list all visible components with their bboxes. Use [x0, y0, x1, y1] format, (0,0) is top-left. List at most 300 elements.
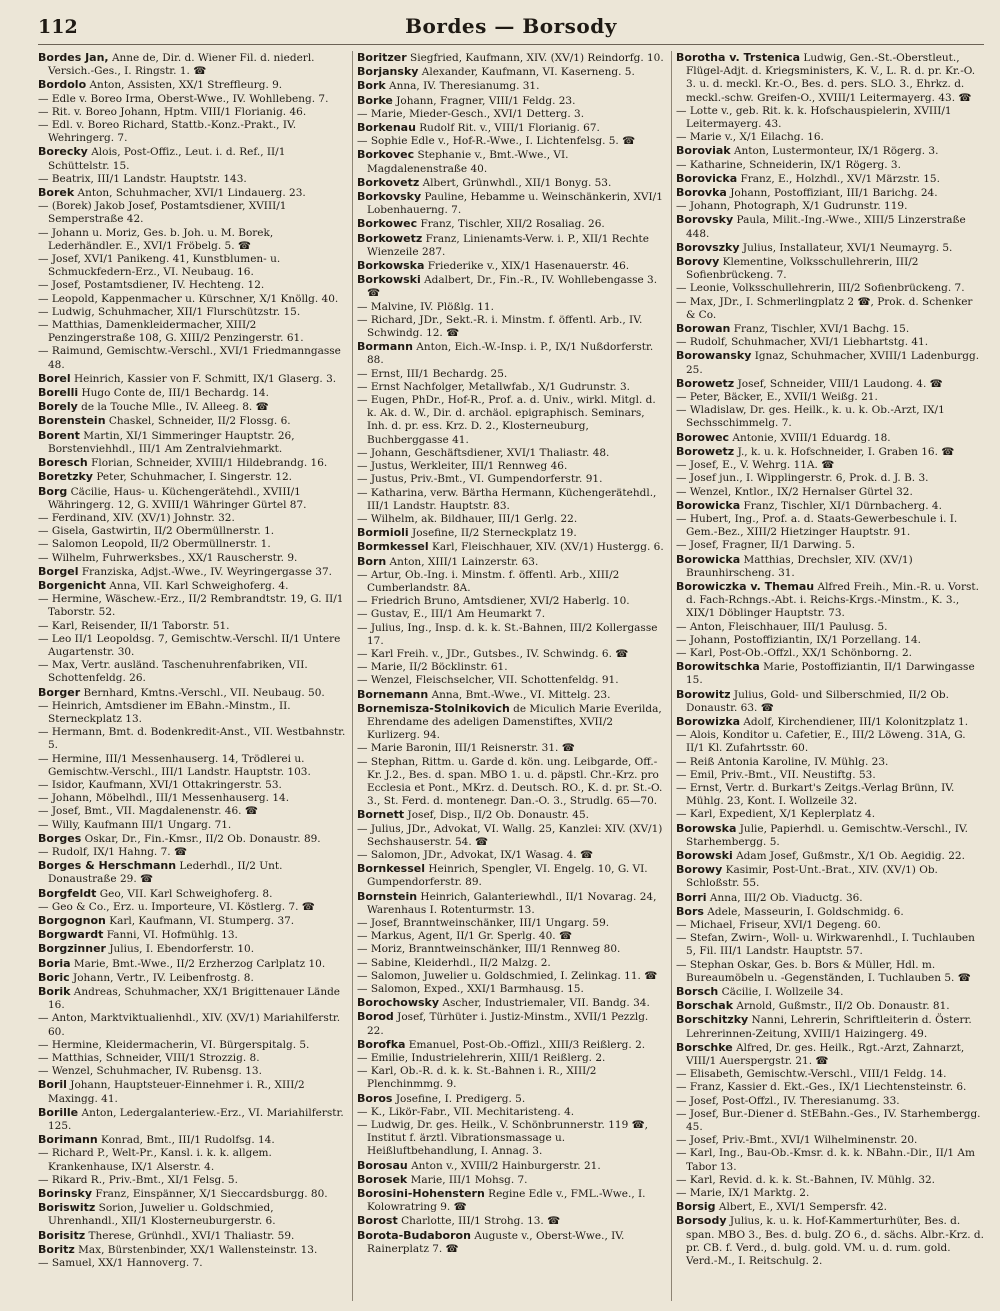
directory-entry: [676, 1081, 984, 1094]
entry-text: Anton, Eich.-W.-Insp. i. P., IX/1 Nußdorferstr. 88.: [367, 341, 654, 367]
directory-entry: [38, 686, 346, 700]
entry-text: — Josef, Post-Offzl., IV. Theresianumg. 33.: [676, 1094, 900, 1107]
directory-entry: [357, 259, 665, 273]
entry-name: Borkowski: [357, 273, 421, 287]
directory-entry: [38, 1052, 346, 1065]
entry-columns: [38, 51, 984, 1301]
directory-entry: [676, 186, 984, 200]
entry-text: — Josef jun., I. Wipplingerstr. 6, Prok. d. J. B. 3.: [676, 472, 929, 485]
directory-entry: [676, 1134, 984, 1147]
directory-entry: [676, 1214, 984, 1268]
entry-text: — Justus, Werkleiter, III/1 Rennweg 46.: [357, 460, 568, 473]
directory-entry: [38, 957, 346, 971]
entry-name: Borkowska: [357, 259, 425, 273]
directory-entry: [38, 186, 346, 200]
directory-entry: [676, 172, 984, 186]
entry-text: — Hermann, Bmt. d. Bodenkredit-Anst., VII. Westbahnstr. 5.: [38, 726, 346, 752]
directory-entry: [357, 608, 665, 621]
directory-entry: [676, 144, 984, 158]
directory-entry: [38, 901, 346, 914]
entry-name: Borowiczka v. Themau: [676, 579, 815, 593]
entry-text: — Josef, Priv.-Bmt., XVI/1 Wilhelminenstr. 20.: [676, 1134, 918, 1147]
directory-entry: [357, 1214, 665, 1228]
entry-text: — Josef, Bmt., VII. Magdalenenstr. 46. ☎: [38, 805, 258, 818]
entry-name: Borovicka: [676, 171, 738, 185]
directory-entry: [357, 108, 665, 121]
entry-text: — Wenzel, Schuhmacher, IV. Rubensg. 13.: [38, 1065, 262, 1078]
directory-entry: [676, 1187, 984, 1200]
directory-entry: [676, 1174, 984, 1187]
directory-entry: [676, 131, 984, 144]
entry-text: Nanni, Lehrerin, Schriftleiterin d. Österr. Lehrerinnen-Zeitung, XVIII/1 Haizingerg. 49.: [686, 1014, 972, 1040]
entry-name: Boria: [38, 956, 71, 970]
directory-entry: [357, 190, 665, 217]
entry-text: — Hermine, Wäschew.-Erz., II/2 Rembrandtstr. 19, G. II/1 Taborstr. 52.: [38, 593, 344, 619]
directory-entry: [38, 942, 346, 956]
directory-entry: [38, 386, 346, 400]
entry-text: Julie, Papierhdl. u. Gemischtw.-Verschl., IV. Starhembergg. 5.: [686, 822, 968, 848]
entry-name: Boroviak: [676, 144, 731, 158]
entry-text: — Ludwig, Schuhmacher, XII/1 Flurschützstr. 15.: [38, 305, 301, 318]
entry-name: Bormann: [357, 340, 413, 354]
entry-text: Peter, Schuhmacher, I. Singerstr. 12.: [96, 471, 293, 484]
entry-text: Julius, Gold- und Silberschmied, II/2 Ob. Donaustr. 63. ☎: [686, 688, 949, 714]
entry-text: — Ferdinand, XIV. (XV/1) Johnstr. 32.: [38, 511, 235, 524]
directory-entry: [38, 456, 346, 470]
entry-text: — Max, Vertr. ausländ. Taschenuhrenfabriken, VII. Schottenfeldg. 26.: [38, 659, 308, 685]
entry-text: Karl, Kaufmann, VI. Stumperg. 37.: [109, 915, 295, 927]
entry-text: Martin, XI/1 Simmeringer Hauptstr. 26, Borstenviehhdl., III/1 Am Zentralviehmarkt.: [48, 429, 295, 455]
entry-name: Borschitzky: [676, 1013, 749, 1027]
entry-text: Siegfried, Kaufmann, XIV. (XV/1) Reindorfg. 10.: [410, 52, 664, 64]
directory-entry: [38, 173, 346, 186]
directory-entry: [676, 391, 984, 404]
directory-entry: [38, 552, 346, 565]
entry-name: Borek: [38, 186, 75, 200]
directory-entry: [357, 1229, 665, 1256]
directory-entry: [676, 647, 984, 660]
entry-text: — Marie, II/2 Böcklinstr. 61.: [357, 661, 508, 674]
entry-text: — Josef, Branntweinschänker, III/1 Ungarg. 59.: [357, 917, 610, 929]
directory-entry: [38, 1257, 346, 1270]
entry-name: Boritz: [38, 1242, 75, 1256]
directory-entry: [357, 540, 665, 554]
entry-text: Alois, Post-Offiz., Leut. i. d. Ref., II/1 Schüttelstr. 15.: [48, 146, 286, 172]
entry-name: Borger: [38, 685, 81, 699]
directory-entry: [38, 253, 346, 279]
directory-entry: [38, 372, 346, 386]
directory-entry: [357, 808, 665, 822]
entry-text: — Marie Baronin, III/1 Reisnerstr. 31. ☎: [357, 742, 575, 755]
entry-text: — Peter, Bäcker, E., XVII/1 Weißg. 21.: [676, 391, 878, 404]
entry-text: — Ernst, III/1 Bechardg. 25.: [357, 367, 508, 380]
directory-entry: [676, 959, 984, 985]
directory-entry: [676, 1068, 984, 1081]
directory-entry: [676, 322, 984, 336]
entry-text: — Michael, Friseur, XVI/1 Degeng. 60.: [676, 919, 881, 931]
entry-name: Borowitz: [676, 687, 731, 701]
directory-entry: [676, 1200, 984, 1214]
entry-text: — Karl, Ing., Bau-Ob.-Kmsr. d. k. k. NBahn.-Dir., II/1 Am Tabor 13.: [676, 1147, 975, 1173]
directory-entry: [357, 943, 665, 956]
entry-text: — Johann u. Moriz, Ges. b. Joh. u. M. Borek, Lederhändler. E., XVI/1 Fröbelg. 5. ☎: [38, 226, 274, 252]
entry-text: Karl, Fleischhauer, XIV. (XV/1) Hustergg. 6.: [431, 541, 664, 554]
entry-text: — Sophie Edle v., Hof-R.-Wwe., I. Lichtenfelsg. 5. ☎: [357, 135, 636, 148]
entry-text: Ignaz, Schuhmacher, XVIII/1 Ladenburgg. 25.: [686, 350, 980, 376]
directory-entry: [357, 526, 665, 540]
entry-text: Regine Edle v., FML.-Wwe., I. Kolowratring 9. ☎: [367, 1188, 646, 1214]
entry-text: Marie, Bmt.-Wwe., II/2 Erzherzog Carlplatz 10.: [73, 957, 326, 970]
directory-entry: [676, 377, 984, 391]
entry-name: Borowetz: [676, 444, 735, 458]
entry-text: — Josef, Postamtsdiener, IV. Hechteng. 12.: [38, 279, 265, 292]
entry-text: — Salomon Leopold, II/2 Obermüllnerstr. 1.: [38, 538, 271, 551]
entry-text: Ascher, Industriemaler, VII. Bandg. 34.: [442, 997, 650, 1010]
directory-entry: [38, 887, 346, 901]
directory-entry: [357, 674, 665, 687]
entry-text: — Hermine, Kleidermacherin, VI. Bürgerspitalg. 5.: [38, 1038, 310, 1051]
directory-entry: [38, 1174, 346, 1187]
entry-text: — Josef, Bur.-Diener d. StEBahn.-Ges., IV. Starhembergg. 45.: [676, 1107, 981, 1134]
entry-name: Borowetz: [676, 376, 735, 390]
entry-name: Bormkessel: [357, 540, 429, 554]
directory-entry: [357, 983, 665, 996]
directory-entry: [676, 985, 984, 999]
entry-text: — Rit. v. Boreo Johann, Hptm. VIII/1 Florianig. 46.: [38, 105, 307, 118]
entry-text: — (Borek) Jakob Josef, Postamtsdiener, XVIII/1 Semperstraße 42.: [38, 200, 287, 226]
entry-text: Max, Bürstenbinder, XX/1 Wallensteinstr. 13.: [78, 1243, 318, 1256]
directory-entry: [38, 538, 346, 551]
entry-name: Borenstein: [38, 414, 106, 428]
entry-name: Born: [357, 554, 387, 568]
directory-entry: [357, 301, 665, 314]
directory-entry: [676, 513, 984, 539]
entry-text: Alfred, Dr. ges. Heilk., Rgt.-Arzt, Zahnarzt, VIII/1 Auerspergstr. 21. ☎: [686, 1041, 965, 1068]
entry-text: Franz, Linienamts-Verw. i. P., XII/1 Rechte Wienzeile 287.: [367, 232, 649, 258]
entry-text: — Beatrix, III/1 Landstr. Hauptstr. 143.: [38, 172, 247, 185]
entry-name: Borkowetz: [357, 231, 423, 245]
entry-text: de Miculich Marie Everilda, Ehrendame des adeligen Damenstiftes, XVII/2 Kurlizerg. 94.: [367, 702, 662, 742]
entry-name: Borke: [357, 93, 393, 107]
directory-entry: [357, 917, 665, 930]
entry-name: Bornstein: [357, 889, 418, 903]
entry-text: Julius, k. u. k. Hof-Kammerturhüter, Bes. d. span. MBO 3., Bes. d. bulg. ZO 6., d. sächs. Albr.-Krz. d. pr. CB. f. Verd., d. bulg. gold. VM. u. d. rum. gold. Verd.-M., I. Reitschulg. 2.: [686, 1215, 984, 1268]
directory-entry: [38, 470, 346, 484]
entry-name: Borowicka: [676, 498, 741, 512]
entry-text: — Lotte v., geb. Rit. k. k. Hofschauspielerin, XVIII/1 Leitermayerg. 43.: [676, 104, 952, 131]
entry-text: — Raimund, Gemischtw.-Verschl., XVI/1 Friedmanngasse 48.: [38, 345, 341, 371]
directory-entry: [38, 1133, 346, 1147]
directory-entry: [357, 368, 665, 381]
directory-entry: [676, 863, 984, 890]
entry-name: Borsody: [676, 1214, 727, 1228]
entry-text: Klementine, Volksschullehrerin, III/2 Sofienbrückeng. 7.: [686, 256, 919, 282]
directory-entry: [38, 345, 346, 371]
directory-entry: [38, 700, 346, 726]
directory-entry: [676, 769, 984, 782]
entry-text: — Ludwig, Dr. ges. Heilk., V. Schönbrunnerstr. 119 ☎, Institut f. ärztl. Vibrationsmassage u. Heißluftbehandlung, I. Annag. 3.: [357, 1119, 649, 1158]
directory-entry: [676, 213, 984, 240]
page-number: 112: [38, 16, 78, 38]
entry-text: — Samuel, XX/1 Hannoverg. 7.: [38, 1257, 203, 1270]
entry-text: — Salomon, Exped., XXI/1 Barmhausg. 15.: [357, 983, 584, 996]
entry-text: Anton, Ledergalanteriew.-Erz., VI. Mariahilferstr. 125.: [48, 1106, 344, 1133]
directory-entry: [357, 94, 665, 108]
entry-name: Borsch: [676, 985, 719, 999]
entry-name: Borkenau: [357, 121, 416, 135]
entry-name: Boric: [38, 970, 70, 984]
entry-text: Auguste v., Oberst-Wwe., IV. Rainerplatz 7. ☎: [367, 1229, 625, 1255]
directory-entry: [357, 273, 665, 300]
entry-text: Albert, Grünwhdl., XII/1 Bonyg. 53.: [422, 176, 612, 189]
entry-text: Therese, Grünhdl., XVI/1 Thaliastr. 59.: [88, 1229, 295, 1242]
directory-entry: [357, 756, 665, 809]
directory-entry: [676, 200, 984, 213]
directory-entry: [676, 282, 984, 295]
directory-entry: [357, 148, 665, 175]
directory-entry: [38, 119, 346, 145]
directory-entry: [676, 1147, 984, 1173]
entry-text: Johann, Fragner, VIII/1 Feldg. 23.: [396, 94, 576, 107]
directory-entry: [676, 756, 984, 769]
running-head: Bordes — Borsody: [405, 14, 617, 38]
directory-entry: [357, 702, 665, 743]
directory-entry: [357, 1173, 665, 1187]
entry-text: Marie, III/1 Mohsg. 7.: [410, 1173, 528, 1186]
entry-text: — Stefan, Zwirn-, Woll- u. Wirkwarenhdl., I. Tuchlauben 5, Fil. III/1 Landstr. Hauptstr. 57.: [676, 932, 975, 958]
entry-name: Borowicka: [676, 552, 741, 566]
entry-text: Antonie, XVIII/1 Eduardg. 18.: [732, 431, 891, 444]
directory-entry: [676, 822, 984, 849]
entry-text: Adalbert, Dr., Fin.-R., IV. Wohllebengasse 3. ☎: [367, 274, 658, 300]
directory-entry: [676, 159, 984, 172]
entry-text: — Malvine, IV. Plößlg. 11.: [357, 300, 494, 313]
entry-text: — Max, JDr., I. Schmerlingplatz 2 ☎, Prok. d. Schenker & Co.: [676, 295, 973, 321]
directory-entry: [676, 1013, 984, 1040]
entry-text: Johann, Vertr., IV. Leibenfrostg. 8.: [73, 971, 254, 984]
directory-entry: [38, 971, 346, 985]
directory-entry: [676, 1041, 984, 1068]
entry-text: Johann, Hauptsteuer-Einnehmer i. R., XIII/2 Maxingg. 41.: [48, 1079, 305, 1105]
directory-entry: [357, 1106, 665, 1119]
entry-text: Friederike v., XIX/1 Hasenauerstr. 46.: [427, 260, 630, 273]
directory-entry: [676, 499, 984, 513]
entry-text: de la Touche Mlle., IV. Alleeg. 8. ☎: [81, 401, 269, 414]
directory-entry: [357, 79, 665, 93]
entry-text: — Wilhelm, Fuhrwerksbes., XX/1 Rauscherstr. 9.: [38, 551, 298, 564]
entry-name: Borinsky: [38, 1187, 93, 1201]
directory-entry: [357, 1065, 665, 1091]
entry-name: Borofka: [357, 1037, 406, 1051]
directory-entry: [38, 93, 346, 106]
directory-entry: [357, 1038, 665, 1052]
directory-entry: [38, 429, 346, 456]
entry-text: — Reiß Antonia Karoline, IV. Mühlg. 23.: [676, 755, 889, 768]
directory-entry: [38, 1078, 346, 1105]
entry-text: — Julius, Ing., Insp. d. k. k. St.-Bahnen, III/2 Kollergasse 17.: [357, 621, 658, 647]
entry-text: — Katharine, Schneiderin, IX/1 Rögerg. 3.: [676, 158, 901, 171]
directory-entry: [357, 622, 665, 648]
entry-text: — Marie v., X/1 Eilachg. 16.: [676, 131, 824, 144]
directory-entry: [38, 779, 346, 792]
directory-entry: [676, 621, 984, 634]
entry-name: Borod: [357, 1010, 394, 1024]
directory-entry: [676, 715, 984, 729]
entry-name: Borkovetz: [357, 175, 420, 189]
entry-text: Josefine, I. Predigerg. 5.: [395, 1092, 526, 1105]
entry-text: — Stephan Oskar, Ges. b. Bors & Müller, Hdl. m. Bureaumöbeln u. -Gegenständen, I. Tuchlauben 5. ☎: [676, 958, 971, 984]
entry-text: Franz, Einspänner, X/1 Sieccardsburgg. 80.: [95, 1188, 328, 1201]
entry-text: Arnold, Gußmstr., II/2 Ob. Donaustr. 81.: [736, 1000, 950, 1013]
directory-entry: [676, 729, 984, 755]
entry-text: — Friedrich Bruno, Amtsdiener, XVI/2 Haberlg. 10.: [357, 595, 630, 608]
entry-text: J., k. u. k. Hofschneider, I. Graben 16. ☎: [737, 445, 955, 458]
directory-entry: [357, 176, 665, 190]
directory-entry: [38, 525, 346, 538]
entry-text: Albert, E., XVI/1 Sempersfr. 42.: [718, 1201, 887, 1214]
directory-entry: [676, 1108, 984, 1134]
entry-text: Pauline, Hebamme u. Weinschänkerin, XVI/1 Lobenhauerng. 7.: [367, 191, 663, 217]
entry-text: Josef, Schneider, VIII/1 Laudong. 4. ☎: [737, 377, 943, 390]
directory-entry: [676, 932, 984, 958]
entry-name: Borosek: [357, 1172, 408, 1186]
directory-entry: [357, 862, 665, 889]
entry-text: — Franz, Kassier d. Ekt.-Ges., IX/1 Liechtensteinstr. 6.: [676, 1081, 967, 1094]
entry-name: Borowy: [676, 863, 723, 877]
column-2: [352, 51, 665, 1301]
entry-text: — Artur, Ob.-Ing. i. Minstm. f. öffentl. Arb., XIII/2 Cumberlandstr. 8A.: [357, 568, 620, 594]
directory-entry: [676, 349, 984, 376]
entry-name: Borowitschka: [676, 660, 760, 674]
entry-text: — Wenzel, Fleischselcher, VII. Schottenfeldg. 91.: [357, 674, 619, 687]
entry-text: Fanni, VI. Hofmühlg. 13.: [106, 929, 238, 942]
directory-entry: [357, 957, 665, 970]
directory-entry: [38, 293, 346, 306]
entry-name: Borgfeldt: [38, 886, 97, 900]
entry-text: — Willy, Kaufmann III/1 Ungarg. 71.: [38, 818, 232, 831]
entry-text: — Leonie, Volksschullehrerin, III/2 Sofienbrückeng. 7.: [676, 282, 965, 295]
entry-text: — Rudolf, Schuhmacher, XVI/1 Liebhartstg. 41.: [676, 336, 929, 349]
entry-text: — Edl. v. Boreo Richard, Stattb.-Konz.-Prakt., IV. Wehringerg. 7.: [38, 119, 297, 145]
entry-name: Bornemisza-Stolnikovich: [357, 701, 510, 715]
directory-entry: [676, 296, 984, 322]
entry-text: Hugo Conte de, III/1 Bechardg. 14.: [81, 387, 269, 400]
directory-entry: [676, 105, 984, 131]
entry-text: — Ernst Nachfolger, Metallwfab., X/1 Gudrunstr. 3.: [357, 380, 631, 393]
entry-text: Stephanie v., Bmt.-Wwe., VI. Magdalenenstraße 40.: [367, 149, 569, 175]
directory-entry: [676, 431, 984, 445]
entry-name: Borecky: [38, 145, 88, 159]
entry-text: Anne de, Dir. d. Wiener Fil. d. niederl. Versich.-Ges., I. Ringstr. 1. ☎: [48, 52, 315, 78]
entry-text: Anna, Bmt.-Wwe., VI. Mittelg. 23.: [431, 688, 611, 701]
directory-entry: [676, 688, 984, 715]
directory-entry: [357, 1010, 665, 1037]
directory-entry: [38, 846, 346, 859]
entry-text: Lederhdl., II/2 Unt. Donaustraße 29. ☎: [48, 860, 283, 886]
directory-entry: [357, 1159, 665, 1173]
directory-entry: [676, 404, 984, 430]
entry-text: — Matthias, Damenkleidermacher, XIII/2 Penzingerstraße 108, G. XIII/2 Penzingerstr. 61.: [38, 319, 304, 345]
entry-text: Josefine, II/2 Sterneckplatz 19.: [412, 527, 577, 540]
directory-entry: [676, 336, 984, 349]
directory-entry: [676, 919, 984, 932]
directory-entry: [357, 1187, 665, 1214]
directory-entry: [38, 1147, 346, 1173]
entry-text: — Richard, JDr., Sekt.-R. i. Minstm. f. öffentl. Arb., IV. Schwindg. 12. ☎: [357, 313, 643, 340]
directory-entry: [676, 255, 984, 282]
entry-text: — Leopold, Kappenmacher u. Kürschner, X/1 Knöllg. 40.: [38, 292, 339, 305]
directory-entry: [38, 565, 346, 579]
entry-name: Borges & Herschmann: [38, 859, 177, 873]
entry-text: — Matthias, Schneider, VIII/1 Strozzig. 8.: [38, 1052, 260, 1065]
entry-name: Borel: [38, 371, 71, 385]
directory-entry: [357, 394, 665, 447]
directory-entry: [38, 145, 346, 172]
directory-entry: [38, 928, 346, 942]
entry-text: Charlotte, III/1 Strohg. 13. ☎: [401, 1215, 561, 1228]
entry-name: Bordes Jan,: [38, 51, 109, 64]
directory-entry: [357, 661, 665, 674]
entry-name: Borgwardt: [38, 928, 104, 942]
directory-entry: [357, 1052, 665, 1065]
entry-text: — Stephan, Rittm. u. Garde d. kön. ung. Leibgarde, Off.-Kr. J.2., Bes. d. span. MBO 1. u. d. päpstl. Chr.-Krz. pro Ecclesia et Pont., MKrz. d. Deutsch. RO., K. d. pr. St.-O. 3., St. Ferd. d. montenegr. Dan.-O. 3., Strudlg. 65—70.: [357, 755, 663, 808]
directory-entry: [357, 970, 665, 983]
entry-text: Franziska, Adjst.-Wwe., IV. Weyringergasse 37.: [81, 565, 332, 578]
entry-name: Borelli: [38, 386, 79, 400]
directory-entry: [357, 930, 665, 943]
entry-name: Borochowsky: [357, 996, 440, 1010]
entry-text: Cäcilie, I. Wollzeile 34.: [721, 986, 844, 999]
entry-text: — Eugen, PhDr., Hof-R., Prof. a. d. Univ., wirkl. Mitgl. d. k. Ak. d. W., Dir. d. archäol. epigraphisch. Seminars, Inh. d. pr. ess. Krz. D. 2., Klosterneuburg, Buchberggasse 41.: [357, 394, 656, 446]
entry-text: Franz, Tischler, XII/2 Rosaliag. 26.: [420, 218, 605, 231]
entry-name: Borgzinner: [38, 942, 106, 956]
entry-name: Borosini-Hohenstern: [357, 1187, 485, 1201]
entry-text: — Alois, Konditor u. Cafetier, E., III/2 Löweng. 31A, G. II/1 Kl. Zufahrtsstr. 60.: [676, 729, 966, 755]
directory-entry: [357, 460, 665, 473]
entry-text: Florian, Schneider, XVIII/1 Hildebrandg. 16.: [91, 457, 328, 470]
entry-text: Anton, XIII/1 Lainzerstr. 63.: [389, 555, 539, 568]
entry-text: Adele, Masseurin, I. Goldschmidg. 6.: [707, 905, 904, 918]
entry-name: Boresch: [38, 456, 88, 470]
entry-text: — Wladislaw, Dr. ges. Heilk., k. u. k. Ob.-Arzt, IX/1 Sechsschimmelg. 7.: [676, 404, 945, 430]
entry-text: — Anton, Marktviktualienhdl., XIV. (XV/1) Mariahilferstr. 60.: [38, 1012, 341, 1038]
directory-entry: [38, 792, 346, 805]
entry-text: — Josef, XVI/1 Panikeng. 41, Kunstblumen- u. Schmuckfedern-Erz., VI. Neubaug. 16.: [38, 253, 281, 279]
directory-entry: [357, 135, 665, 148]
entry-name: Bork: [357, 79, 386, 93]
directory-entry: [38, 659, 346, 685]
directory-entry: [38, 227, 346, 253]
entry-text: Geo, VII. Karl Schweighoferg. 8.: [99, 887, 273, 900]
entry-text: Heinrich, Kassier von F. Schmitt, IX/1 Glaserg. 3.: [73, 372, 337, 385]
entry-name: Borg: [38, 484, 68, 498]
directory-entry: [357, 1092, 665, 1106]
entry-text: Johann, Postoffiziant, III/1 Barichg. 24.: [730, 187, 938, 200]
entry-text: Anton, Schuhmacher, XVI/1 Lindauerg. 23.: [77, 187, 306, 200]
entry-text: Julius, I. Ebendorferstr. 10.: [109, 943, 255, 956]
entry-text: — Geo & Co., Erz. u. Importeure, VI. Köstlerg. 7. ☎: [38, 900, 315, 913]
entry-text: Rudolf Rit. v., VIII/1 Florianig. 67.: [419, 122, 600, 135]
entry-name: Borost: [357, 1214, 398, 1228]
directory-entry: [38, 1065, 346, 1078]
entry-text: Andreas, Schuhmacher, XX/1 Brigittenauer Lände 16.: [48, 986, 341, 1012]
entry-name: Boretzky: [38, 470, 93, 484]
directory-entry: [357, 447, 665, 460]
entry-name: Borovy: [676, 255, 720, 269]
entry-name: Borjansky: [357, 65, 419, 79]
directory-entry: [38, 819, 346, 832]
directory-entry: [38, 512, 346, 525]
